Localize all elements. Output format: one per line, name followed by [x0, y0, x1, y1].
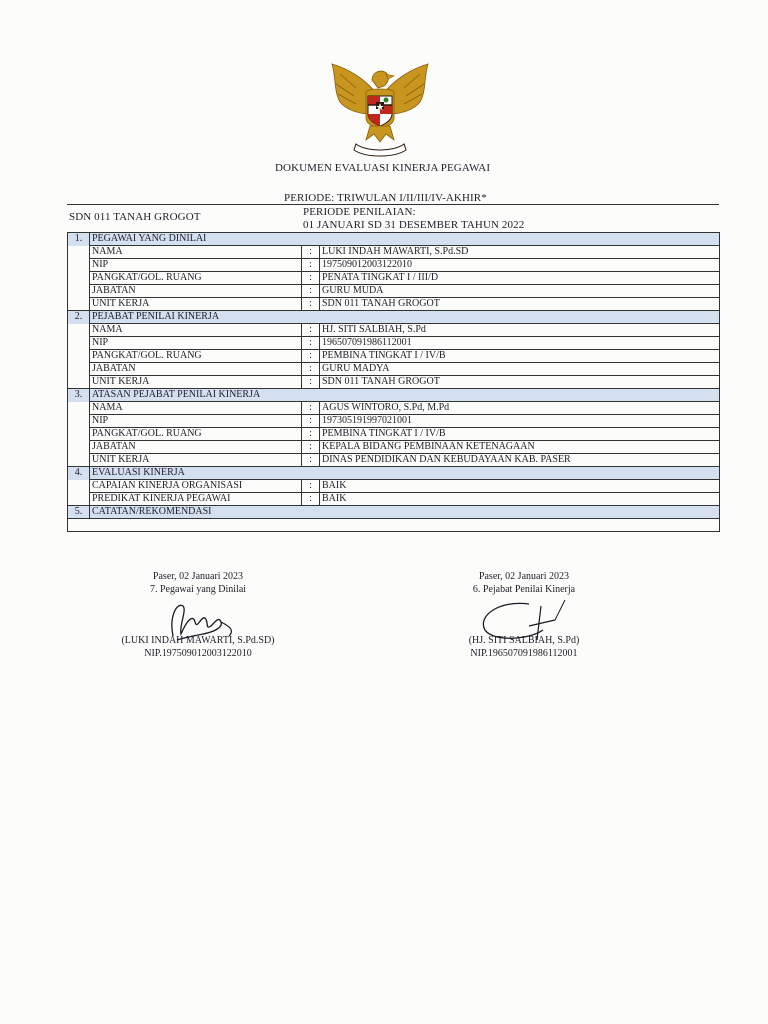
- signer-nip: NIP.196507091986112001: [470, 648, 578, 659]
- table-row: [68, 428, 720, 441]
- section-title: ATASAN PEJABAT PENILAI KINERJA: [90, 389, 720, 402]
- table-row: [68, 246, 720, 259]
- row-value: 196507091986112001: [320, 337, 720, 350]
- section-number: 1.: [68, 233, 90, 246]
- section-1-header: [68, 233, 720, 246]
- section-3-header: [68, 389, 720, 402]
- table-row: [68, 376, 720, 389]
- row-value: BAIK: [320, 493, 720, 506]
- section-number: 5.: [68, 506, 90, 519]
- row-value: PEMBINA TINGKAT I / IV/B: [320, 428, 720, 441]
- place-date: Paser, 02 Januari 2023: [478, 571, 570, 582]
- row-value: AGUS WINTORO, S.Pd, M.Pd: [320, 402, 720, 415]
- row-value: GURU MADYA: [320, 363, 720, 376]
- table-row: [68, 402, 720, 415]
- colon: :: [302, 441, 320, 454]
- table-row: [68, 454, 720, 467]
- table-row: [68, 415, 720, 428]
- section-2-header: [68, 311, 720, 324]
- row-label: NIP: [90, 259, 302, 272]
- row-value: PEMBINA TINGKAT I / IV/B: [320, 350, 720, 363]
- header-rule: [67, 204, 719, 205]
- row-label: NIP: [90, 337, 302, 350]
- signer-role: 6. Pejabat Penilai Kinerja: [472, 584, 576, 595]
- notes-row: [68, 519, 720, 532]
- row-label: NIP: [90, 415, 302, 428]
- row-value: HJ. SITI SALBIAH, S.Pd: [320, 324, 720, 337]
- table-row: [68, 337, 720, 350]
- evaluation-table: [67, 232, 720, 532]
- signer-nip: NIP.197509012003122010: [144, 648, 252, 659]
- signer-name: (HJ. SITI SALBIAH, S.Pd): [468, 635, 580, 646]
- row-value: LUKI INDAH MAWARTI, S.Pd.SD: [320, 246, 720, 259]
- section-number: 2.: [68, 311, 90, 324]
- garuda-emblem-icon: [326, 58, 434, 162]
- colon: :: [302, 363, 320, 376]
- section-title: EVALUASI KINERJA: [90, 467, 720, 480]
- colon: :: [302, 454, 320, 467]
- row-label: UNIT KERJA: [90, 298, 302, 311]
- row-label: PREDIKAT KINERJA PEGAWAI: [90, 493, 302, 506]
- row-value: DINAS PENDIDIKAN DAN KEBUDAYAAN KAB. PASER: [320, 454, 720, 467]
- signature-block-left: [100, 570, 296, 660]
- row-label: UNIT KERJA: [90, 454, 302, 467]
- row-value: BAIK: [320, 480, 720, 493]
- place-date: Paser, 02 Januari 2023: [152, 571, 244, 582]
- section-number: 4.: [68, 467, 90, 480]
- colon: :: [302, 376, 320, 389]
- row-label: PANGKAT/GOL. RUANG: [90, 428, 302, 441]
- signer-role: 7. Pegawai yang Dinilai: [149, 584, 247, 595]
- periode-penilaian-label: PERIODE PENILAIAN:: [303, 206, 416, 218]
- colon: :: [302, 337, 320, 350]
- table-row: [68, 298, 720, 311]
- table-row: [68, 493, 720, 506]
- section-title: CATATAN/REKOMENDASI: [90, 506, 720, 519]
- table-row: [68, 272, 720, 285]
- section-4-header: [68, 467, 720, 480]
- row-value: 197305191997021001: [320, 415, 720, 428]
- colon: :: [302, 350, 320, 363]
- colon: :: [302, 285, 320, 298]
- row-value: KEPALA BIDANG PEMBINAAN KETENAGAAN: [320, 441, 720, 454]
- section-title: PEJABAT PENILAI KINERJA: [90, 311, 720, 324]
- colon: :: [302, 415, 320, 428]
- row-label: NAMA: [90, 324, 302, 337]
- signature-block-right: [426, 570, 622, 660]
- row-label: JABATAN: [90, 285, 302, 298]
- periode-penilaian-value: 01 JANUARI SD 31 DESEMBER TAHUN 2022: [303, 219, 525, 231]
- row-value: 197509012003122010: [320, 259, 720, 272]
- table-row: [68, 441, 720, 454]
- table-row: [68, 285, 720, 298]
- notes-cell: [68, 519, 720, 532]
- unit-name: SDN 011 TANAH GROGOT: [69, 211, 201, 223]
- colon: :: [302, 298, 320, 311]
- row-label: NAMA: [90, 402, 302, 415]
- table-row: [68, 259, 720, 272]
- row-value: SDN 011 TANAH GROGOT: [320, 298, 720, 311]
- colon: :: [302, 259, 320, 272]
- row-label: JABATAN: [90, 363, 302, 376]
- colon: :: [302, 402, 320, 415]
- colon: :: [302, 480, 320, 493]
- row-label: PANGKAT/GOL. RUANG: [90, 272, 302, 285]
- colon: :: [302, 246, 320, 259]
- table-row: [68, 350, 720, 363]
- row-value: PENATA TINGKAT I / III/D: [320, 272, 720, 285]
- section-5-header: [68, 506, 720, 519]
- table-row: [68, 363, 720, 376]
- row-label: UNIT KERJA: [90, 376, 302, 389]
- periode-line: PERIODE: TRIWULAN I/II/III/IV-AKHIR*: [284, 192, 487, 204]
- table-row: [68, 324, 720, 337]
- row-value: GURU MUDA: [320, 285, 720, 298]
- row-label: JABATAN: [90, 441, 302, 454]
- colon: :: [302, 428, 320, 441]
- table-row: [68, 480, 720, 493]
- document-title: DOKUMEN EVALUASI KINERJA PEGAWAI: [275, 162, 491, 174]
- colon: :: [302, 493, 320, 506]
- colon: :: [302, 272, 320, 285]
- row-label: NAMA: [90, 246, 302, 259]
- section-number: 3.: [68, 389, 90, 402]
- section-title: PEGAWAI YANG DINILAI: [90, 233, 720, 246]
- row-label: PANGKAT/GOL. RUANG: [90, 350, 302, 363]
- colon: :: [302, 324, 320, 337]
- row-label: CAPAIAN KINERJA ORGANISASI: [90, 480, 302, 493]
- signer-name: (LUKI INDAH MAWARTI, S.Pd.SD): [121, 635, 275, 646]
- row-value: SDN 011 TANAH GROGOT: [320, 376, 720, 389]
